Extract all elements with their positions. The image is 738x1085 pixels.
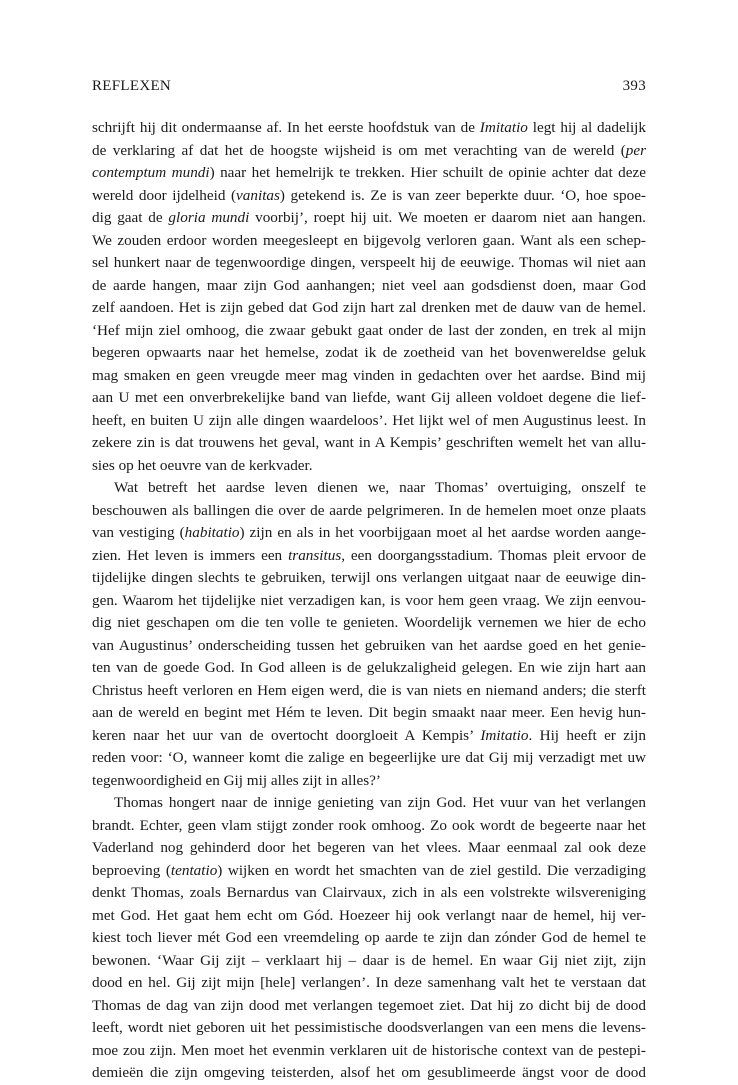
text-line bbox=[92, 927, 646, 950]
text-line bbox=[92, 905, 646, 928]
italic-term: vanitas bbox=[236, 186, 280, 204]
text-line bbox=[92, 230, 646, 253]
text-run: Wat betreft het aardse leven dienen we, naar Thomas’ overtuiging, onszelf te bbox=[114, 479, 646, 496]
text-line bbox=[92, 500, 646, 523]
italic-term: gloria mundi bbox=[168, 209, 250, 226]
italic-term: Imitatio bbox=[480, 726, 529, 744]
text-run: Thomas hongert naar de innige genieting van zijn God. Het vuur van het verlangen bbox=[114, 794, 646, 811]
text-line bbox=[92, 455, 646, 478]
text-run: ten van de goede God. In God alleen is de gelukzaligheid gelegen. En wie zijn hart aan bbox=[92, 659, 646, 676]
running-header bbox=[92, 78, 646, 95]
text-run: schrijft hij dit ondermaanse af. In het eerste hoofdstuk van de bbox=[92, 119, 480, 136]
text-line bbox=[92, 567, 646, 590]
text-run: legt hij al dadelijk bbox=[527, 119, 646, 136]
text-run: voorbij’, roept hij uit. We moeten er daarom niet aan hangen. bbox=[249, 209, 646, 226]
text-run: dood en hel. Gij zijt mijn [hele] verlangen’. In deze samenhang valt het te verstaan dat bbox=[92, 974, 646, 991]
text-line bbox=[92, 185, 646, 208]
text-line bbox=[92, 702, 646, 725]
text-run: brandt. Echter, geen vlam stijgt zonder rook omhoog. Zo ook wordt de begeerte naar het bbox=[92, 816, 646, 834]
italic-term: per bbox=[625, 141, 646, 159]
text-run: van vestiging ( bbox=[92, 524, 185, 541]
text-line bbox=[92, 657, 646, 680]
text-line bbox=[92, 612, 646, 635]
text-line bbox=[92, 1040, 646, 1063]
text-line bbox=[92, 882, 646, 905]
text-run: ) naar het hemelrijk te trekken. Hier schuilt de opinie achter dat deze bbox=[209, 164, 646, 181]
italic-term: transitus bbox=[288, 546, 342, 564]
text-run: de verklaring af dat het de hoogste wijsheid is om met verachting van de wereld ( bbox=[92, 141, 626, 159]
text-run: leeft, wordt niet geboren uit het pessimistische doodsverlangen van een mens die levens- bbox=[92, 1019, 646, 1036]
text-run: , een doorgangsstadium. Thomas pleit ervoor de bbox=[341, 546, 646, 564]
italic-term: habitatio bbox=[184, 524, 240, 541]
text-line bbox=[92, 387, 646, 410]
text-run: zien. Het leven is immers een bbox=[92, 546, 289, 564]
text-run: tijdelijke dingen slechts te gebruiken, terwijl ons verlangen uitgaat naar de eeuwige din- bbox=[92, 569, 646, 586]
text-line bbox=[92, 522, 646, 545]
text-run: keren naar het uur van de overtocht doorgloeit A Kempis’ bbox=[92, 726, 481, 744]
text-run: mag smaken en geen vreugde meer mag vinden in gedachten over het aardse. Bind mij bbox=[92, 366, 646, 384]
text-line bbox=[92, 972, 646, 995]
text-line bbox=[92, 140, 646, 163]
text-line bbox=[92, 275, 646, 298]
text-run: sies op het oeuvre van de kerkvader. bbox=[92, 456, 313, 474]
text-run: zekere zin is dat trouwens het geval, want in A Kempis’ geschriften wemelt het van allu- bbox=[92, 434, 646, 451]
text-run: heeft, en buiten U zijn alle dingen waardeloos’. Het lijkt wel of men Augustinus leest. In bbox=[92, 411, 646, 429]
text-run: ‘Hef mijn ziel omhoog, die zwaar gebukt gaat onder de last der zonden, en trek al mijn bbox=[92, 321, 646, 339]
text-run: aan U met een onverbrekelijke band van liefde, want Gij alleen voldoet degene die lief- bbox=[92, 389, 646, 406]
text-run: dig gaat de bbox=[92, 209, 169, 226]
text-line bbox=[92, 590, 646, 613]
text-line bbox=[92, 252, 646, 275]
text-run: We zouden erdoor worden meegesleept en bijgevolg verloren gaan. Want als een schep- bbox=[92, 231, 646, 249]
text-line bbox=[92, 815, 646, 838]
text-run: kiest toch liever mét God een vreemdeling op aarde te zijn dan zónder God de hemel te bbox=[92, 929, 646, 946]
text-run: van Augustinus’ onderscheiding tussen het gebruiken van het aardse goed en het genie- bbox=[92, 636, 646, 654]
text-run: ) zijn en als in het voorbijgaan moet al het aardse worden aange- bbox=[239, 524, 646, 541]
text-line bbox=[92, 950, 646, 973]
text-run: moe zou zijn. Men moet het evenmin verklaren uit de historische context van de pestepi- bbox=[92, 1041, 646, 1059]
text-line bbox=[92, 1062, 646, 1085]
text-run: ) wijken en wordt het smachten van de ziel gestild. Die verzadiging bbox=[217, 861, 646, 879]
text-run: begeren opwaarts naar het hemelse, zodat ik de zoetheid van het bovenwereldse geluk bbox=[92, 344, 646, 361]
text-line bbox=[92, 365, 646, 388]
text-line bbox=[92, 995, 646, 1018]
text-run: dig niet geschapen om die ten volle te genieten. Woordelijk vernemen we hier de echo bbox=[92, 614, 646, 631]
text-line bbox=[92, 635, 646, 658]
text-run: ) getekend is. Ze is van zeer beperkte duur. ‘O, hoe spoe- bbox=[279, 186, 646, 204]
text-run: aan de wereld en begint met Hém te leven. Dit begin smaakt naar meer. Een hevig hun- bbox=[92, 704, 646, 721]
text-run: de aarde hangen, maar zijn God aanhangen; niet veel aan godsdienst doen, maar God bbox=[92, 276, 646, 294]
text-run: Christus heeft verloren en Hem eigen werd, die is van niets en niemand anders; die sterft bbox=[92, 681, 646, 699]
text-run: reden voor: ‘O, wanneer komt die zalige en begeerlijke ure dat Gij mij verzadigt met uw bbox=[92, 749, 646, 766]
page-number: 393 bbox=[622, 78, 646, 94]
text-line bbox=[92, 297, 646, 320]
text-run: gen. Waarom het tijdelijke niet verzadigen kan, is voor hem geen vraag. We zijn eenvou- bbox=[92, 591, 646, 609]
text-line bbox=[92, 410, 646, 433]
body-text bbox=[92, 117, 646, 1085]
text-run: beschouwen als ballingen die over de aarde pelgrimeren. In de hemelen moet onze plaats bbox=[92, 501, 646, 519]
text-line bbox=[92, 837, 646, 860]
text-run: Thomas de dag van zijn dood met verlangen tegemoet ziet. Dat hij zo dicht bij de dood bbox=[92, 996, 646, 1014]
text-run: met God. Het gaat hem echt om Gód. Hoezeer hij ook verlangt naar de hemel, hij ver- bbox=[92, 906, 646, 924]
text-run: Vaderland nog gehinderd door het begeren van het vlees. Maar eenmaal zal ook deze bbox=[92, 839, 646, 856]
text-line bbox=[92, 725, 646, 748]
text-run: bewonen. ‘Waar Gij zijt – verklaart hij – daar is de hemel. En waar Gij niet zijt, zijn bbox=[92, 951, 646, 969]
text-run: wereld door ijdelheid ( bbox=[92, 186, 237, 204]
text-line bbox=[92, 477, 646, 500]
text-line bbox=[92, 432, 646, 455]
text-line bbox=[92, 680, 646, 703]
italic-term: Imitatio bbox=[479, 119, 528, 136]
text-run: zelf aandoen. Het is zijn gebed dat God zijn hart zal drenken met de dauw van de hemel. bbox=[92, 299, 646, 316]
text-line bbox=[92, 747, 646, 770]
text-line bbox=[92, 770, 646, 793]
italic-term: contemptum mundi bbox=[92, 164, 210, 181]
text-line bbox=[92, 320, 646, 343]
text-line bbox=[92, 342, 646, 365]
text-line bbox=[92, 545, 646, 568]
text-line bbox=[92, 207, 646, 230]
text-run: . Hij heeft er zijn bbox=[528, 726, 646, 744]
running-title: REFLEXEN bbox=[92, 78, 172, 94]
text-line bbox=[92, 792, 646, 815]
text-run: beproeving ( bbox=[92, 861, 171, 879]
text-run: tegenwoordigheid en Gij mij alles zijt in alles?’ bbox=[92, 771, 381, 789]
text-run: demieën die zijn omgeving teisterden, alsof het om gesublimeerde ängst voor de dood bbox=[92, 1064, 646, 1081]
text-line bbox=[92, 162, 646, 185]
text-line bbox=[92, 117, 646, 140]
italic-term: tentatio bbox=[170, 861, 218, 879]
text-run: denkt Thomas, zoals Bernardus van Clairvaux, zich in als een volstrekte wilsvereniging bbox=[92, 884, 646, 901]
text-run: sel hunkert naar de tegenwoordige dingen, verspeelt hij de eeuwige. Thomas wil niet aan bbox=[92, 254, 646, 271]
text-line bbox=[92, 1017, 646, 1040]
text-line bbox=[92, 860, 646, 883]
